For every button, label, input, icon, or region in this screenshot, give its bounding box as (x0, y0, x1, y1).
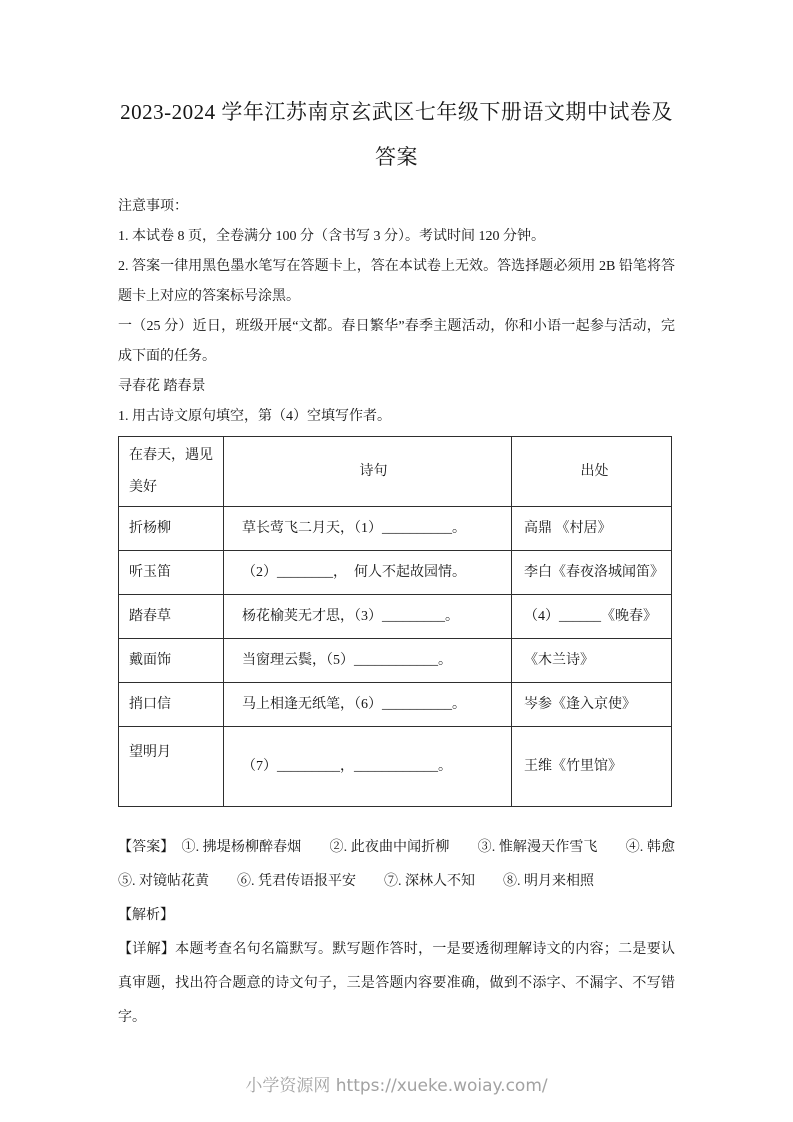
table-row (119, 683, 672, 727)
footer-site-name: 小学资源网 (245, 1076, 331, 1096)
table-header-verse: 诗句 (224, 437, 512, 507)
document-title: 2023-2024 学年江苏南京玄武区七年级下册语文期中试卷及答案 (120, 100, 673, 169)
cell-theme: 踏春草 (119, 595, 224, 639)
notice-heading: 注意事项： (118, 199, 188, 214)
analysis-heading: 【解析】 (118, 908, 174, 923)
cell-theme: 听玉笛 (119, 551, 224, 595)
cell-verse: 草长莺飞二月天，（1）__________。 (224, 507, 512, 551)
cell-theme: 望明月 (119, 727, 224, 807)
table-header-row (119, 437, 672, 507)
cell-source: 李白《春夜洛城闻笛》 (512, 551, 672, 595)
cell-verse: （2）________， 何人不起故园情。 (224, 551, 512, 595)
table-header-source: 出处 (512, 437, 672, 507)
question-text: 1. 用古诗文原句填空，第（4）空填写作者。 (118, 409, 391, 424)
cell-theme: 折杨柳 (119, 507, 224, 551)
cell-verse: （7）_________，____________。 (224, 727, 512, 807)
analysis-detail: 【详解】本题考查名句名篇默写。默写题作答时，一是要透彻理解诗文的内容；二是要认真审题，找出符合题意的诗文句子，三是答题内容要准确，做到不添字、不漏字、不写错字。 (118, 942, 675, 1025)
cell-verse: 杨花榆荚无才思，（3）_________。 (224, 595, 512, 639)
table-row (119, 507, 672, 551)
table-row (119, 639, 672, 683)
cell-source: 《木兰诗》 (512, 639, 672, 683)
cell-theme: 捎口信 (119, 683, 224, 727)
table-header-theme: 在春天，遇见美好 (119, 437, 224, 507)
table-row (119, 727, 672, 807)
notice-item-2: 2. 答案一律用黑色墨水笔写在答题卡上，答在本试卷上无效。答选择题必须用 2B 铅笔将答题卡上对应的答案标号涂黑。 (118, 259, 675, 304)
poem-fill-table (118, 436, 672, 807)
poem-table-body (119, 507, 672, 807)
cell-theme: 戴面饰 (119, 639, 224, 683)
cell-source: 高鼎 《村居》 (512, 507, 672, 551)
footer-url: https://xueke.woiay.com/ (335, 1076, 548, 1096)
document-content (118, 90, 703, 1035)
notice-item-1: 1. 本试卷 8 页，全卷满分 100 分（含书写 3 分）。考试时间 120 分钟。 (118, 229, 545, 244)
table-row (119, 551, 672, 595)
task-subtitle: 寻春花 踏春景 (118, 379, 206, 394)
cell-source: （4）______《晚春》 (512, 595, 672, 639)
answer-section (118, 831, 703, 1035)
cell-source: 王维《竹里馆》 (512, 727, 672, 807)
cell-source: 岑参《逢入京使》 (512, 683, 672, 727)
answer-line: 【答案】 ①. 拂堤杨柳醉春烟 ②. 此夜曲中闻折柳 ③. 惟解漫天作雪飞 ④. 韩愈 ⑤. 对镜帖花黄 ⑥. 凭君传语报平安 ⑦. 深林人不知 ⑧. 明月来相照 (118, 840, 703, 889)
task-intro: 一（25 分）近日，班级开展“文都。春日繁华”春季主题活动，你和小语一起参与活动，完成下面的任务。 (118, 319, 675, 364)
table-row (119, 595, 672, 639)
cell-verse: 马上相逢无纸笔，（6）__________。 (224, 683, 512, 727)
poem-table-head (119, 437, 672, 507)
cell-verse: 当窗理云鬓，（5）____________。 (224, 639, 512, 683)
page-footer (0, 1071, 793, 1096)
